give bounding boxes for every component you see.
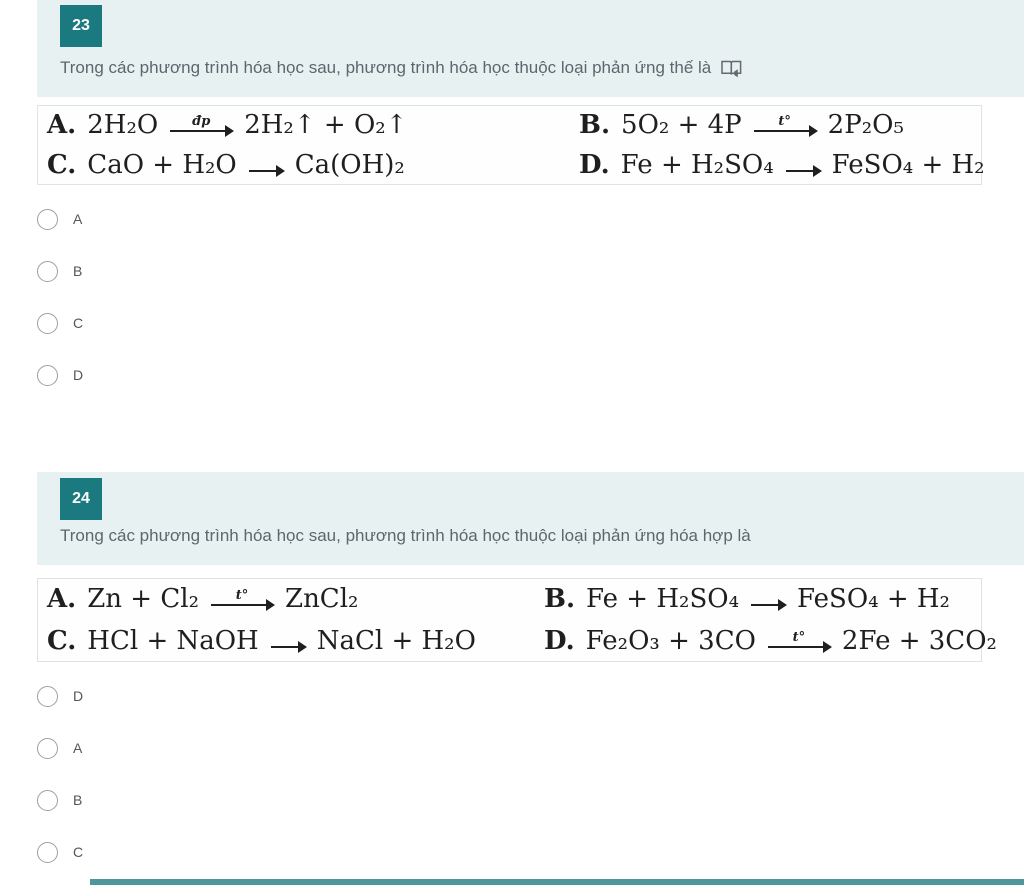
equation-lhs: Fe₂O₃ + 3CO [585,626,756,656]
reaction-arrow [768,631,830,648]
equation-letter: D. [579,150,610,180]
equation-letter: A. [47,584,77,614]
question-prompt [60,526,994,546]
arrow-icon [786,170,820,172]
arrow-icon [754,130,816,132]
equation-C [47,620,544,662]
answer-option[interactable] [37,727,237,769]
question-number-badge: 23 [60,5,102,47]
equation-lhs: 5O₂ + 4P [621,110,742,140]
arrow-icon [751,604,785,606]
reaction-arrow [271,631,305,648]
radio-button[interactable] [37,686,58,707]
question-prompt-text: Trong các phương trình hóa học sau, phương trình hóa học thuộc loại phản ứng thế là [60,58,712,77]
arrow-condition-label: t° [792,629,806,645]
arrow-icon [249,170,283,172]
equation-A [47,105,579,145]
equation-lhs: Fe + H₂SO₄ [620,150,774,180]
equation-letter: C. [47,626,77,656]
equation-B [544,578,997,620]
equation-rhs: ZnCl₂ [285,584,359,614]
arrow-condition-label: đp [192,113,211,129]
reaction-arrow [754,115,816,132]
equation-lhs: CaO + H₂O [87,150,237,180]
radio-button[interactable] [37,261,58,282]
question-prompt-text: Trong các phương trình hóa học sau, phương trình hóa học thuộc loại phản ứng hóa hợp là [60,526,751,545]
arrow-condition-label: t° [778,113,791,129]
reaction-arrow [211,589,273,606]
answer-option[interactable] [37,831,237,873]
option-label: D [73,367,84,383]
equation-letter: A. [47,110,77,140]
equation-rhs: FeSO₄ + H₂ [831,150,985,180]
equation-image [37,105,985,185]
equation-D [544,620,997,662]
equation-letter: D. [544,626,575,656]
answer-option[interactable] [37,675,237,717]
question-card-header [37,472,1024,565]
equation-lhs: Fe + H₂SO₄ [586,584,739,614]
equation-letter: C. [47,150,77,180]
reaction-arrow [751,589,785,606]
reaction-arrow [786,155,820,172]
equation-rhs: 2H₂↑ + O₂↑ [244,110,408,140]
equation-rhs: 2P₂O₅ [827,110,904,140]
option-label: C [73,315,84,331]
question-card-header [37,0,1024,97]
answer-option[interactable] [37,302,237,344]
answer-option[interactable] [37,198,237,240]
next-question-card-edge [90,879,1024,885]
equation-letter: B. [544,584,576,614]
equation-letter: B. [579,110,611,140]
equation-lhs: Zn + Cl₂ [87,584,199,614]
answer-options [37,675,237,883]
option-label: B [73,792,83,808]
option-label: A [73,740,83,756]
answer-option[interactable] [37,779,237,821]
option-label: A [73,211,83,227]
option-label: B [73,263,83,279]
reaction-arrow [249,155,283,172]
equation-rhs: 2Fe + 3CO₂ [841,626,997,656]
equation-rhs: Ca(OH)₂ [294,150,405,180]
arrow-icon [211,604,273,606]
arrow-icon [271,646,305,648]
equation-B [579,105,985,145]
reaction-arrow [170,115,232,132]
option-label: D [73,688,84,704]
arrow-icon [768,646,830,648]
arrow-icon [170,130,232,132]
radio-button[interactable] [37,313,58,334]
equation-rhs: FeSO₄ + H₂ [797,584,950,614]
question-number-badge: 24 [60,478,102,520]
read-aloud-icon[interactable] [720,59,743,79]
radio-button[interactable] [37,209,58,230]
arrow-condition-label: t° [235,587,249,603]
radio-button[interactable] [37,790,58,811]
radio-button[interactable] [37,365,58,386]
answer-option[interactable] [37,354,237,396]
equation-C [47,145,579,185]
equation-D [579,145,985,185]
equation-A [47,578,544,620]
radio-button[interactable] [37,738,58,759]
answer-option[interactable] [37,250,237,292]
equation-image [37,578,997,662]
equation-lhs: 2H₂O [87,110,159,140]
answer-options [37,198,237,406]
question-prompt [60,58,994,78]
equation-lhs: HCl + NaOH [87,626,259,656]
equation-rhs: NaCl + H₂O [316,626,476,656]
radio-button[interactable] [37,842,58,863]
option-label: C [73,844,84,860]
